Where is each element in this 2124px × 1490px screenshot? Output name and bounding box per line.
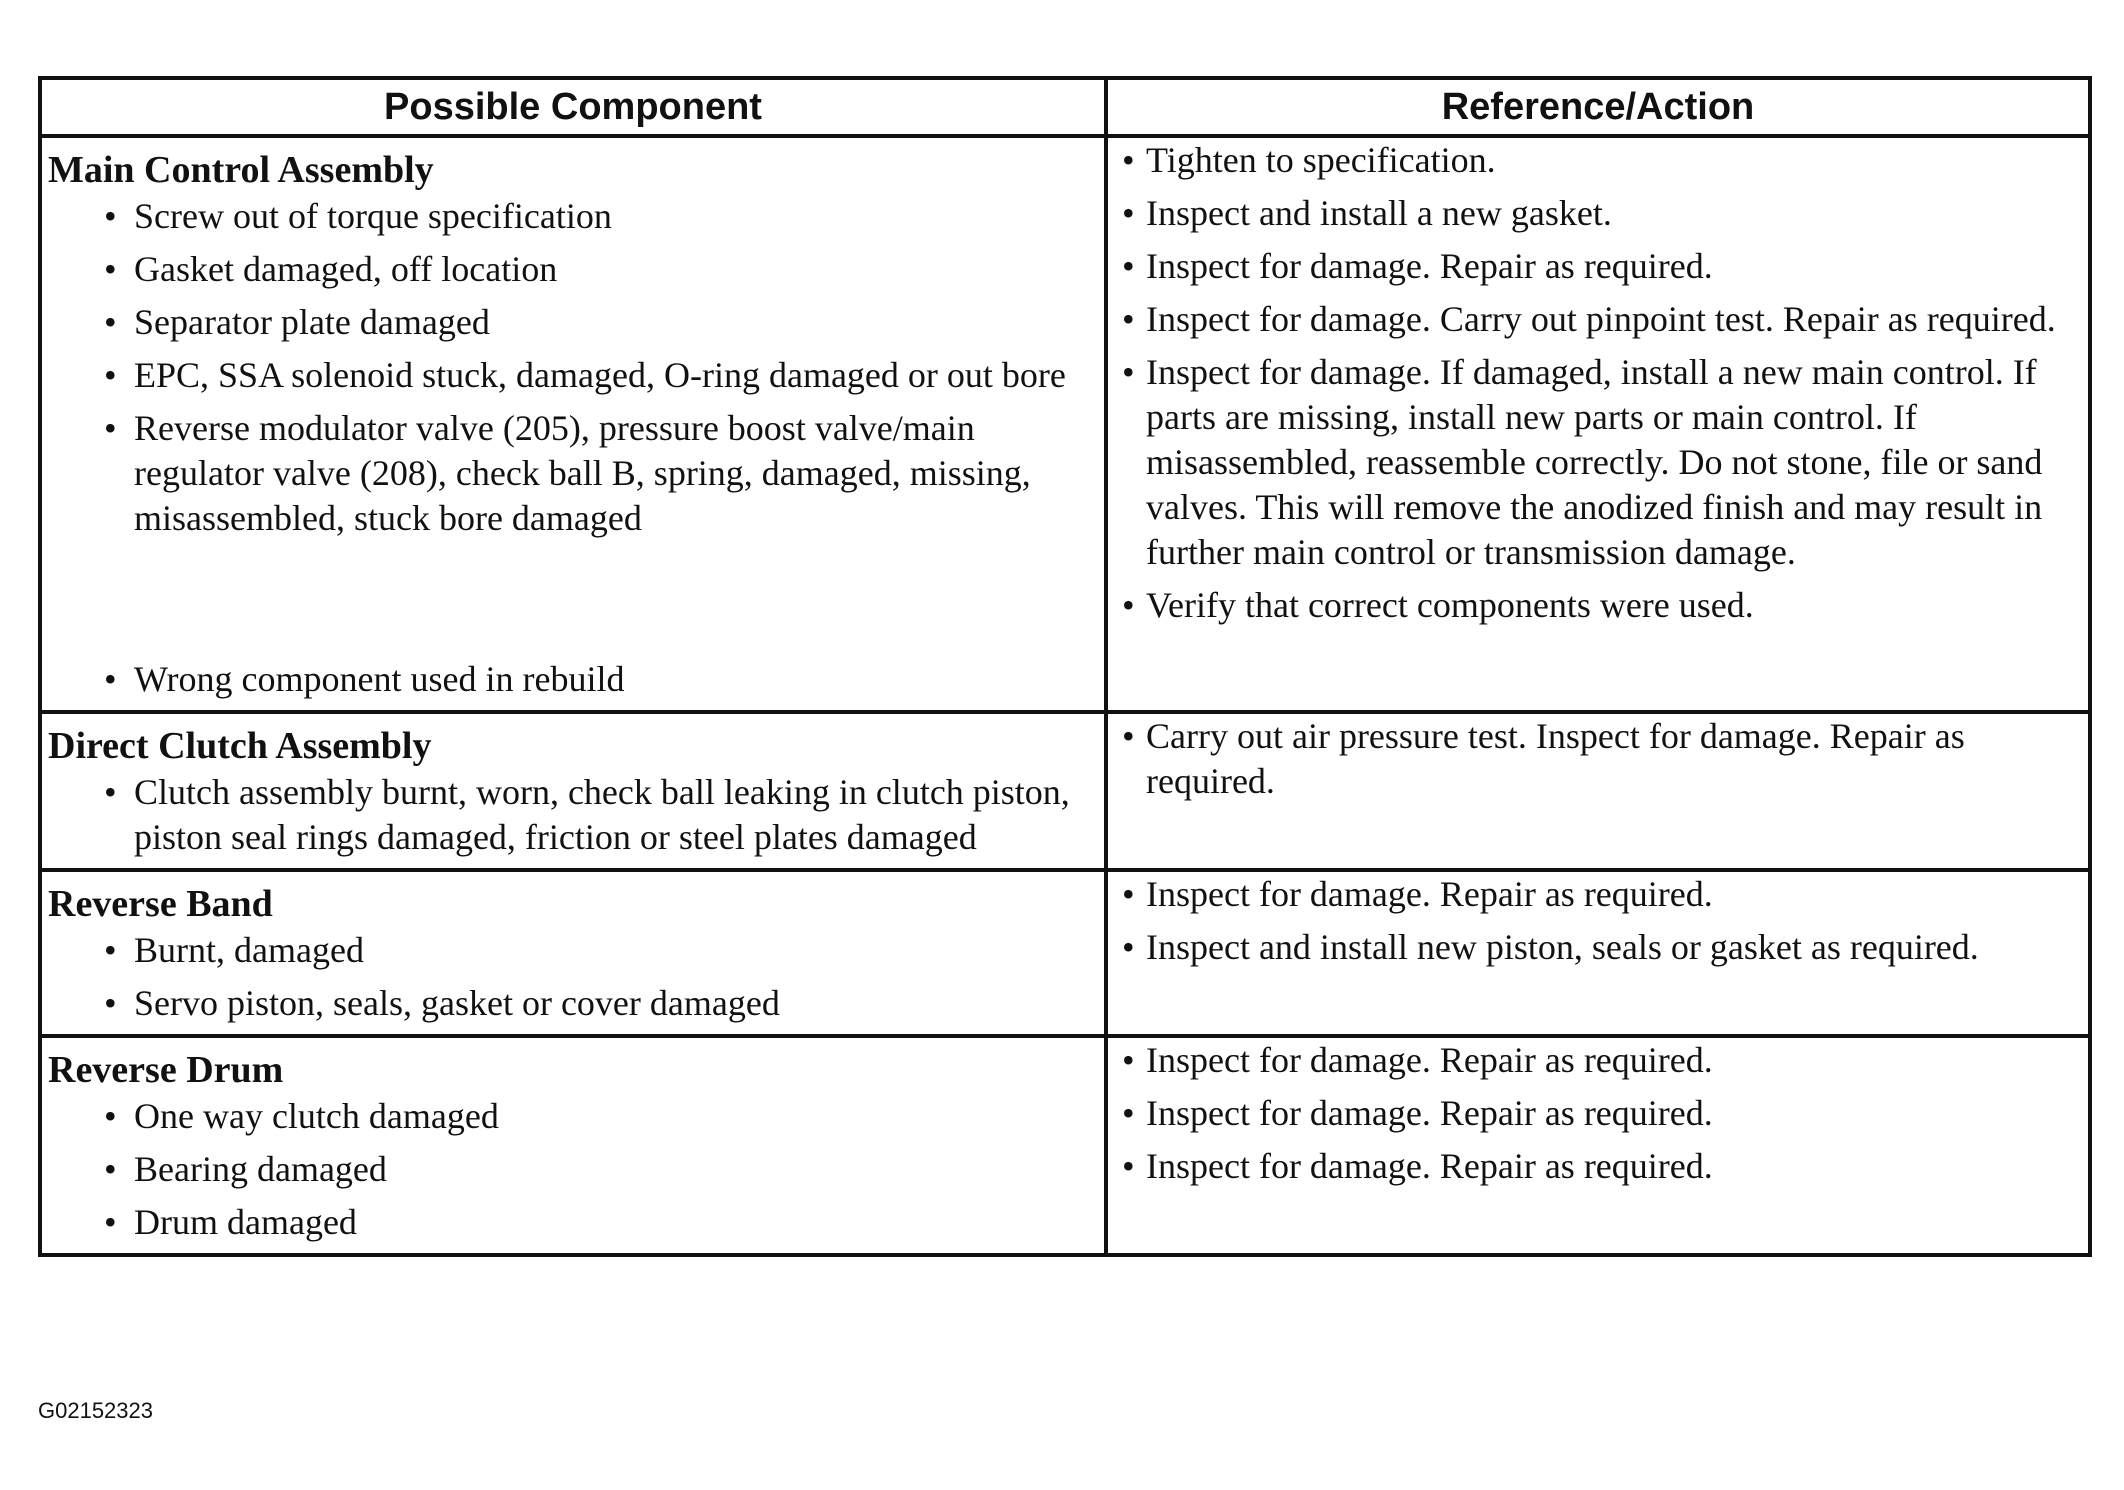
component-item: • Reverse modulator valve (205), pressure boost valve/main regulator valve (208), check ball B, spring, damaged, missing, misassembled, stuck bore damaged — [42, 406, 1104, 649]
component-item: • Wrong component used in rebuild — [42, 657, 1104, 702]
component-cell — [40, 1036, 1106, 1255]
component-list — [42, 1094, 1104, 1245]
component-item: • Servo piston, seals, gasket or cover damaged — [42, 981, 1104, 1026]
group-row-main-control-assembly — [40, 136, 2090, 712]
component-item: • Bearing damaged — [42, 1147, 1104, 1192]
group-title: Reverse Band — [48, 883, 273, 925]
component-list — [42, 928, 1104, 1026]
group-title: Main Control Assembly — [48, 149, 434, 191]
component-item: • Gasket damaged, off location — [42, 247, 1104, 292]
component-cell — [40, 136, 1106, 712]
action-item: • Inspect for damage. Repair as required. — [1108, 1091, 2088, 1136]
table-header-row — [40, 78, 2090, 136]
action-cell — [1106, 136, 2090, 712]
component-item: • Screw out of torque specification — [42, 194, 1104, 239]
action-item: • Inspect for damage. If damaged, install a new main control. If parts are missing, install new parts or main control. If misassembled, reassemble correctly. Do not stone, file or sand valves. This will remove the anodized finish and may result in further main control or transmission damage. — [1108, 350, 2088, 575]
diagnosis-table — [38, 76, 2092, 1257]
component-item: • Clutch assembly burnt, worn, check ball leaking in clutch piston, piston seal rings damaged, friction or steel plates damaged — [42, 770, 1104, 860]
group-row-reverse-band — [40, 870, 2090, 1036]
action-cell — [1106, 1036, 2090, 1255]
action-item: • Verify that correct components were used. — [1108, 583, 2088, 628]
action-item: • Inspect for damage. Repair as required. — [1108, 244, 2088, 289]
component-cell — [40, 712, 1106, 870]
action-list — [1108, 872, 2088, 970]
group-row-reverse-drum — [40, 1036, 2090, 1255]
action-cell — [1106, 870, 2090, 1036]
component-item: • Burnt, damaged — [42, 928, 1104, 973]
action-list — [1108, 138, 2088, 628]
action-item: • Inspect and install a new gasket. — [1108, 191, 2088, 236]
component-item: • Separator plate damaged — [42, 300, 1104, 345]
action-item: • Carry out air pressure test. Inspect for damage. Repair as required. — [1108, 714, 2088, 804]
action-cell — [1106, 712, 2090, 870]
component-item: • EPC, SSA solenoid stuck, damaged, O-ring damaged or out bore — [42, 353, 1104, 398]
group-title: Direct Clutch Assembly — [48, 725, 432, 767]
action-item: • Tighten to specification. — [1108, 138, 2088, 183]
action-item: • Inspect for damage. Repair as required. — [1108, 872, 2088, 917]
action-item: • Inspect for damage. Carry out pinpoint test. Repair as required. — [1108, 297, 2088, 342]
figure-code: G02152323 — [38, 1398, 153, 1423]
action-item: • Inspect and install new piston, seals or gasket as required. — [1108, 925, 2088, 970]
action-item: • Inspect for damage. Repair as required. — [1108, 1144, 2088, 1189]
action-list — [1108, 1038, 2088, 1189]
component-cell — [40, 870, 1106, 1036]
component-list — [42, 194, 1104, 702]
action-item: • Inspect for damage. Repair as required. — [1108, 1038, 2088, 1083]
component-list — [42, 770, 1104, 860]
component-item: • One way clutch damaged — [42, 1094, 1104, 1139]
component-item: • Drum damaged — [42, 1200, 1104, 1245]
group-row-direct-clutch-assembly — [40, 712, 2090, 870]
group-title: Reverse Drum — [48, 1049, 284, 1091]
action-list — [1108, 714, 2088, 804]
column-header-possible-component: Possible Component — [40, 78, 1106, 136]
column-header-reference-action: Reference/Action — [1106, 78, 2090, 136]
diagnosis-table-container — [38, 76, 2088, 1257]
